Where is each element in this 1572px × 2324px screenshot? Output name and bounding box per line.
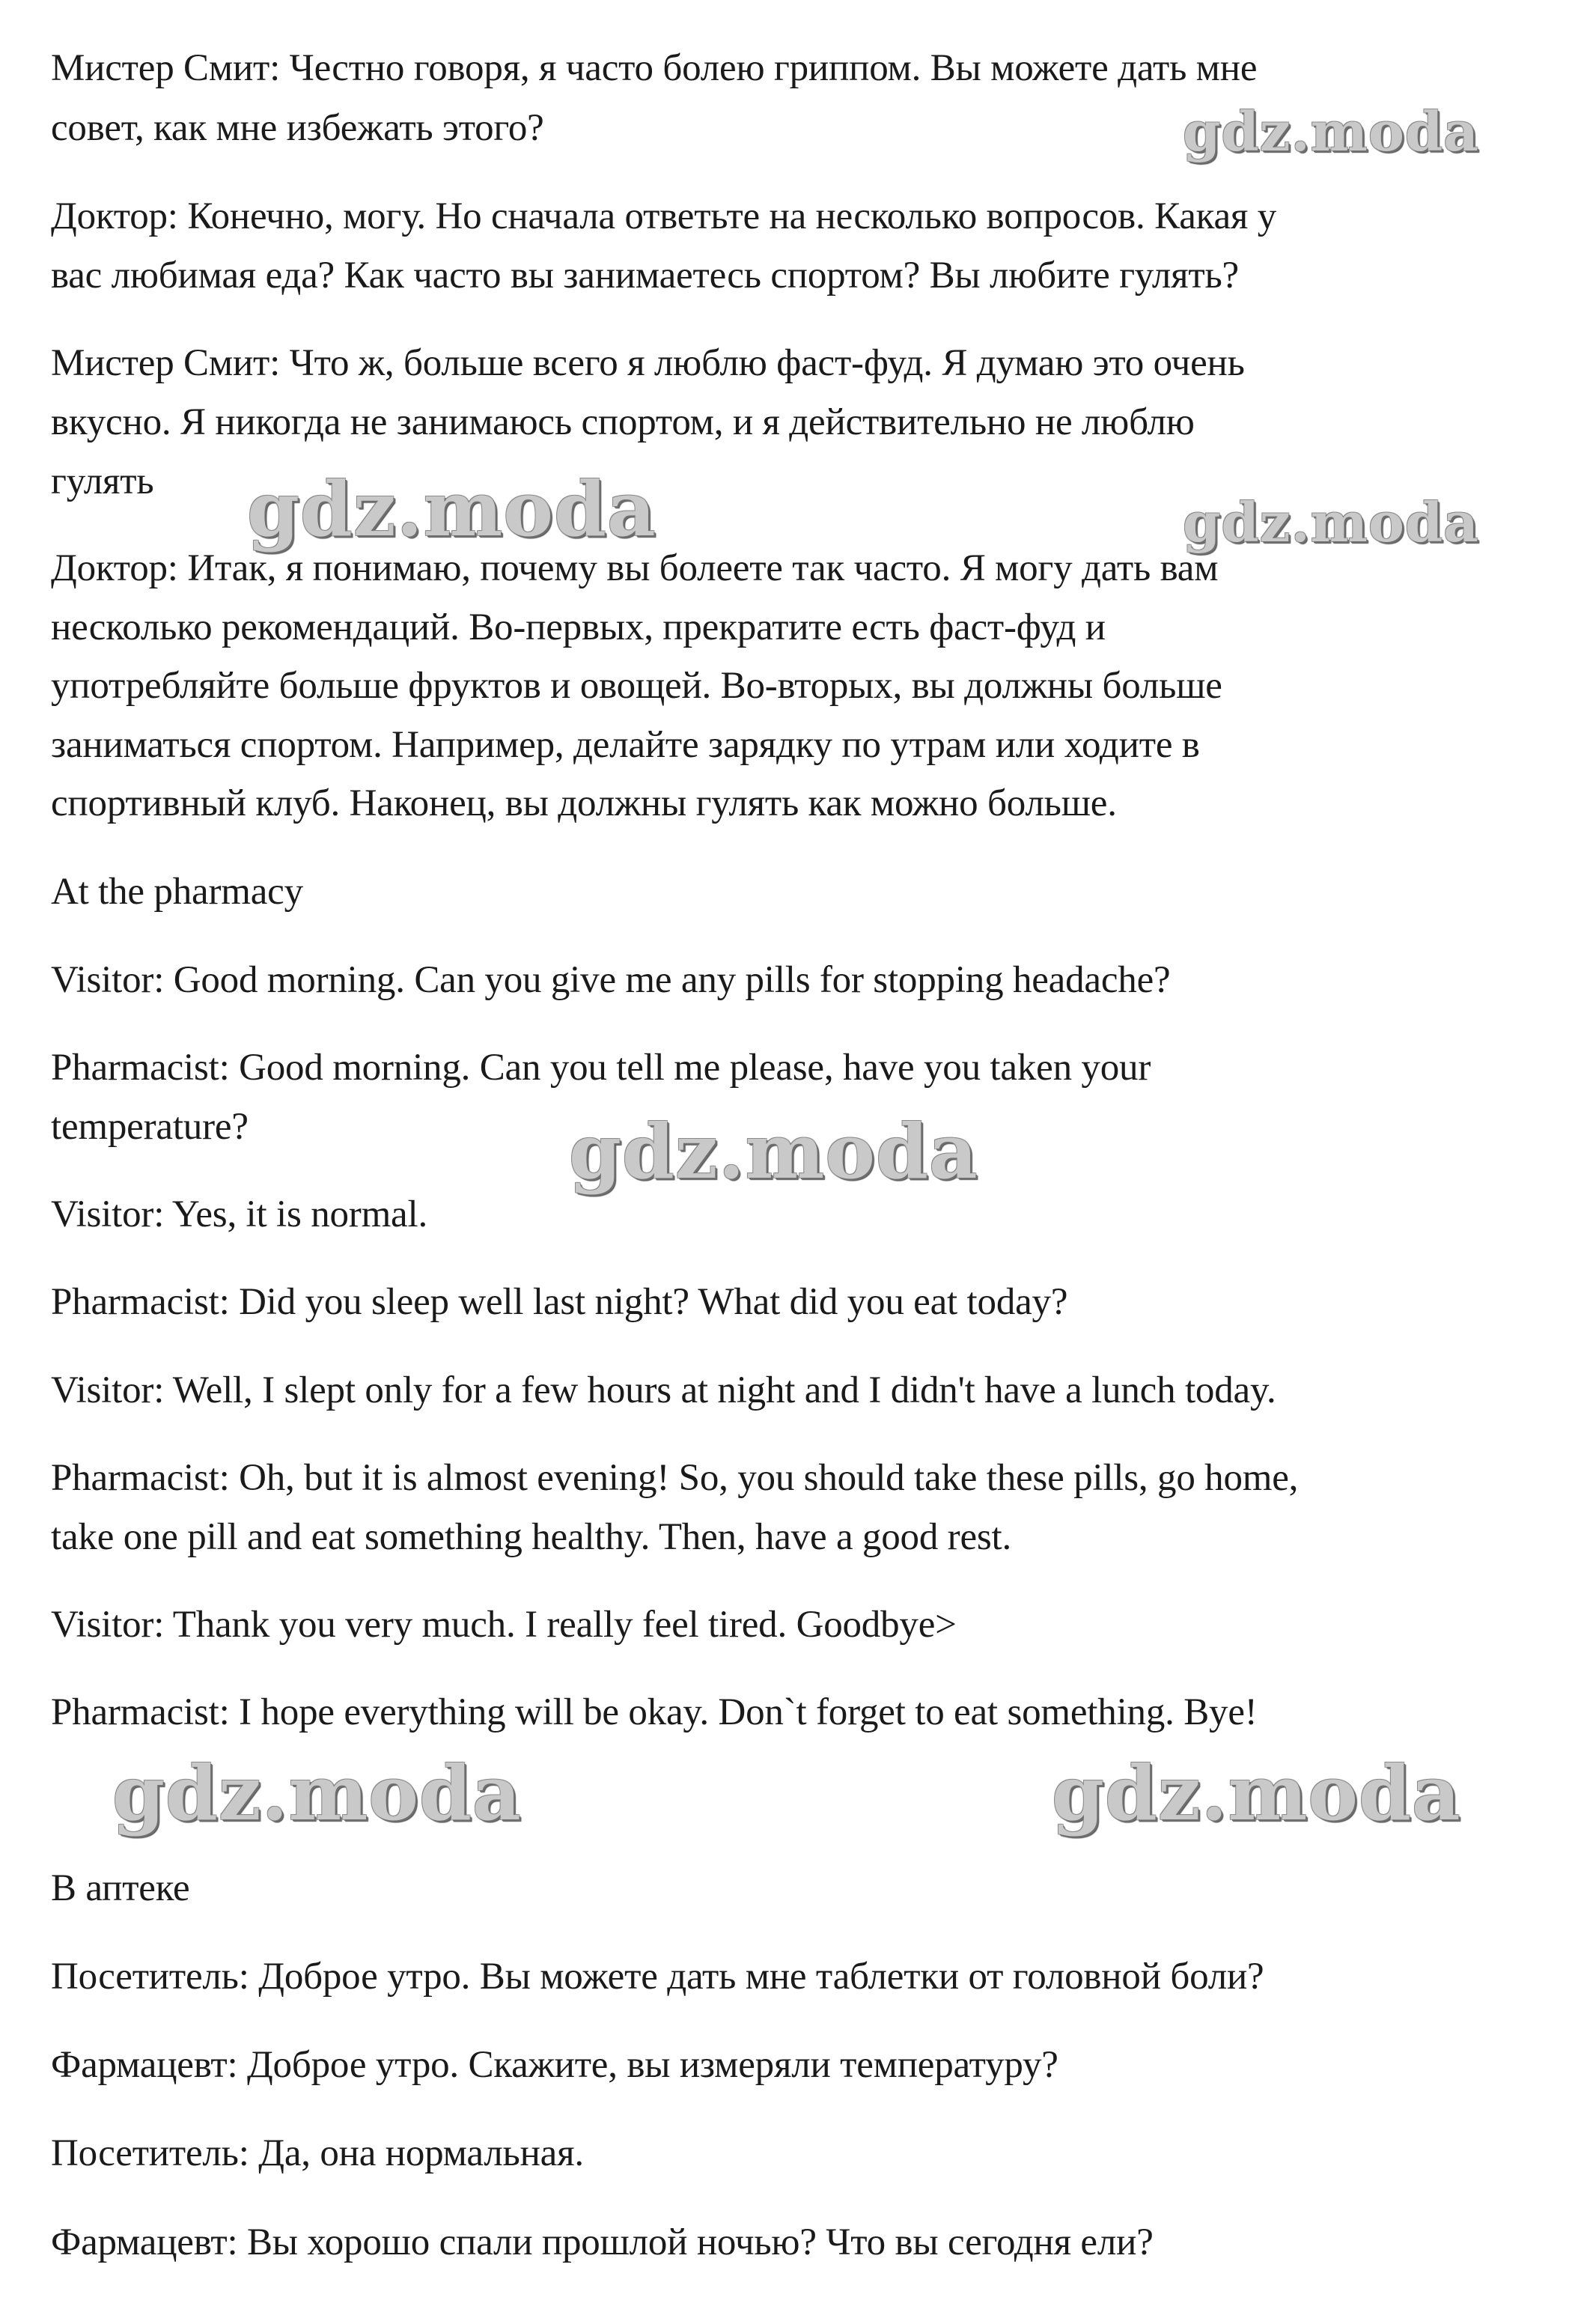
watermark-logo: gdz.moda — [1183, 100, 1479, 163]
section-heading: At the pharmacy — [51, 871, 303, 913]
text-line: temperature? — [51, 1106, 249, 1148]
text-line: Мистер Смит: Что ж, больше всего я люблю фаст-фуд. Я думаю это очень — [51, 342, 1245, 384]
text-line: совет, как мне избежать этого? — [51, 107, 544, 149]
text-line: Фармацевт: Вы хорошо спали прошлой ночью? Что вы сегодня ели? — [51, 2221, 1154, 2263]
text-line: спортивный клуб. Наконец, вы должны гулять как можно больше. — [51, 782, 1117, 824]
text-line: гулять — [51, 460, 154, 502]
text-line: Pharmacist: Oh, but it is almost evening! So, you should take these pills, go home, — [51, 1457, 1299, 1499]
text-line: несколько рекомендаций. Во-первых, прекратите есть фаст-фуд и — [51, 606, 1106, 648]
watermark-logo: gdz.moda — [1183, 490, 1479, 554]
watermark-logo: gdz.moda — [247, 465, 656, 553]
text-line: Pharmacist: I hope everything will be okay. Don`t forget to eat something. Bye! — [51, 1691, 1258, 1733]
text-line: вкусно. Я никогда не занимаюсь спортом, и я действительно не люблю — [51, 401, 1195, 443]
text-line: Посетитель: Да, она нормальная. — [51, 2132, 584, 2174]
watermark-logo: gdz.moda — [569, 1107, 978, 1196]
text-line: Pharmacist: Did you sleep well last night? What did you eat today? — [51, 1281, 1068, 1323]
watermark-logo: gdz.moda — [1052, 1749, 1461, 1837]
text-line: употребляйте больше фруктов и овощей. Во-вторых, вы должны больше — [51, 665, 1222, 707]
text-line: Доктор: Конечно, могу. Но сначала ответьте на несколько вопросов. Какая у — [51, 195, 1276, 237]
text-line: вас любимая еда? Как часто вы занимаетесь спортом? Вы любите гулять? — [51, 255, 1239, 296]
text-line: Visitor: Thank you very much. I really feel tired. Goodbye> — [51, 1604, 957, 1646]
text-line: take one pill and eat something healthy. Then, have a good rest. — [51, 1516, 1012, 1558]
watermark-logo: gdz.moda — [112, 1749, 522, 1837]
section-heading: В аптеке — [51, 1867, 190, 1909]
text-line: заниматься спортом. Например, делайте зарядку по утрам или ходите в — [51, 724, 1200, 766]
text-line: Pharmacist: Good morning. Can you tell me please, have you taken your — [51, 1047, 1151, 1089]
text-line: Visitor: Well, I slept only for a few hours at night and I didn't have a lunch today. — [51, 1369, 1276, 1411]
text-line: Доктор: Итак, я понимаю, почему вы болеете так часто. Я могу дать вам — [51, 547, 1219, 589]
text-line: Visitor: Yes, it is normal. — [51, 1193, 428, 1235]
text-line: Посетитель: Доброе утро. Вы можете дать мне таблетки от головной боли? — [51, 1956, 1264, 1998]
text-line: Visitor: Good morning. Can you give me any pills for stopping headache? — [51, 959, 1171, 1001]
text-line: Фармацевт: Доброе утро. Скажите, вы измеряли температуру? — [51, 2044, 1058, 2086]
text-line: Мистер Смит: Честно говоря, я часто болею гриппом. Вы можете дать мне — [51, 47, 1258, 89]
